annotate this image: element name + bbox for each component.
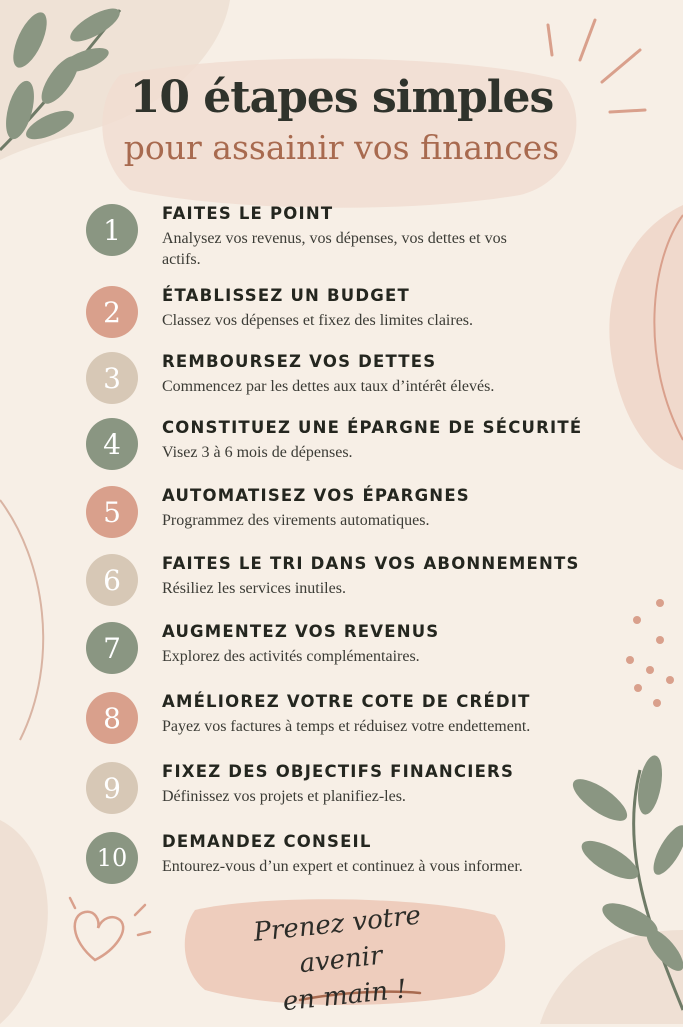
heart-icon [70,898,150,960]
step-description: Analysez vos revenus, vos dépenses, vos dettes et vos actifs. [162,230,507,268]
right-blob [609,205,683,470]
step-description: Commencez par les dettes aux taux d’intérêt élevés. [162,378,495,395]
cta-line-2: en main ! [281,974,409,1018]
step-number-badge: 2 [86,286,138,338]
step-description: Résiliez les services inutiles. [162,580,346,597]
step-number-badge: 7 [86,622,138,674]
step-title: FIXEZ DES OBJECTIFS FINANCIERS [162,762,515,781]
cta-line-1: Prenez votre avenir [252,900,423,980]
step-number-badge: 5 [86,486,138,538]
step-description: Programmez des virements automatiques. [162,512,430,529]
left-arc-line [0,500,43,740]
page-title: 10 étapes simples [129,72,554,123]
title-block [0,72,683,170]
step-number-badge: 9 [86,762,138,814]
step-number-badge: 6 [86,554,138,606]
bottom-left-blob [0,820,48,1024]
step-number-badge: 3 [86,352,138,404]
step-number-badge: 10 [86,832,138,884]
step-number-badge: 8 [86,692,138,744]
step-title: CONSTITUEZ UNE ÉPARGNE DE SÉCURITÉ [162,418,583,437]
step-description: Définissez vos projets et planifiez-les. [162,788,406,805]
step-number-badge: 1 [86,204,138,256]
step-title: REMBOURSEZ VOS DETTES [162,352,437,371]
step-title: FAITES LE POINT [162,204,334,223]
step-description: Classez vos dépenses et fixez des limites claires. [162,312,474,329]
step-number-badge: 4 [86,418,138,470]
step-title: DEMANDEZ CONSEIL [162,832,372,851]
step-title: FAITES LE TRI DANS VOS ABONNEMENTS [162,554,580,573]
step-title: AUTOMATISEZ VOS ÉPARGNES [162,486,470,505]
step-description: Payez vos factures à temps et réduisez votre endettement. [162,718,531,735]
step-description: Visez 3 à 6 mois de dépenses. [162,444,353,461]
page-subtitle: pour assainir vos finances [123,128,560,167]
step-title: ÉTABLISSEZ UN BUDGET [162,286,410,305]
step-description: Explorez des activités complémentaires. [162,648,420,665]
step-title: AUGMENTEZ VOS REVENUS [162,622,440,641]
step-title: AMÉLIOREZ VOTRE COTE DE CRÉDIT [162,692,531,711]
dots-pattern-icon [626,599,674,707]
step-description: Entourez-vous d’un expert et continuez à vous informer. [162,858,523,875]
